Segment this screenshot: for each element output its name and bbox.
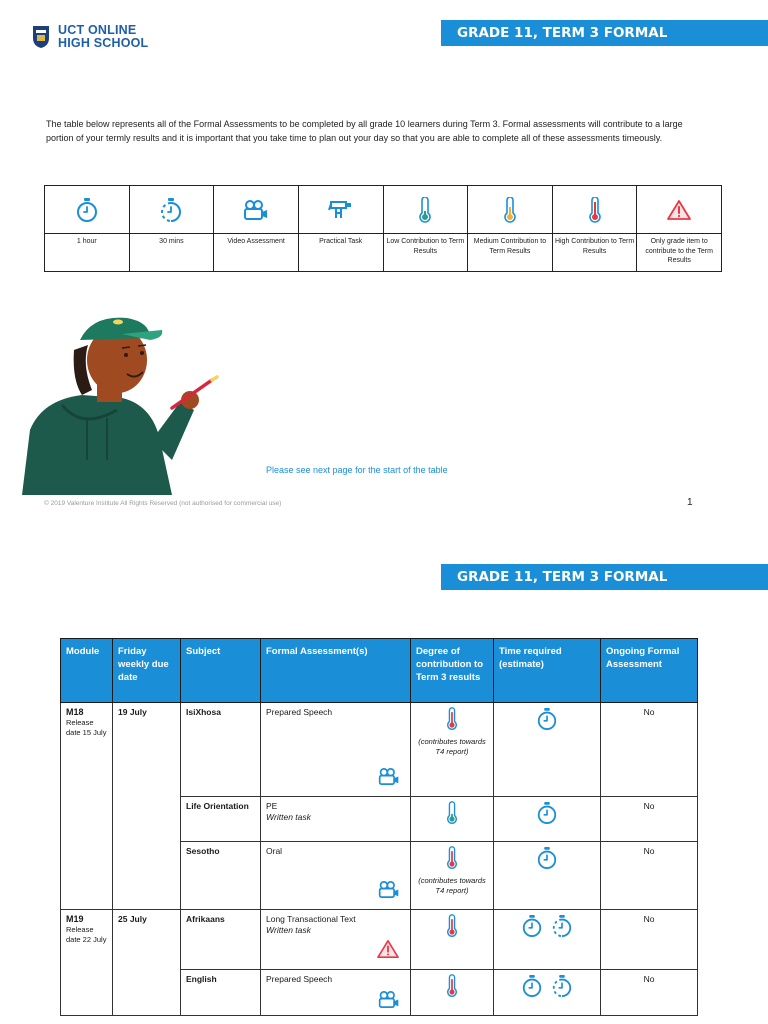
page-title-banner: GRADE 11, TERM 3 FORMAL ASSESSMENTS xyxy=(441,20,768,46)
next-page-note: Please see next page for the start of the table xyxy=(266,465,448,475)
ongoing-cell: No xyxy=(601,910,698,970)
time-cell xyxy=(494,703,601,797)
intro-paragraph: The table below represents all of the Formal Assessments to be completed by all grade 10 learners during Term 3. Formal assessments will contribute to a large portion of your termly results and it is important that you take time to plan out your day so that you are able to complete all of these assessments timeously. xyxy=(46,119,683,143)
time-cell xyxy=(494,970,601,1016)
assessment-subtitle: Written task xyxy=(266,925,311,935)
stopwatch-icon xyxy=(536,846,558,870)
assessment-title: Prepared Speech xyxy=(266,707,333,717)
legend-cell xyxy=(552,186,637,234)
contribution-cell xyxy=(411,910,494,970)
legend-cell xyxy=(214,186,299,234)
stopwatch-icon xyxy=(536,707,558,731)
legend-cell xyxy=(383,186,468,234)
subject: Afrikaans xyxy=(181,910,261,970)
legend-label: Low Contribution to Term Results xyxy=(383,234,468,272)
assessment-cell xyxy=(261,703,411,797)
stopwatch-icon xyxy=(75,197,99,223)
contribution-note: (contributes towards T4 report) xyxy=(418,876,486,895)
uct-shield-icon xyxy=(32,25,50,49)
module-code: M18 xyxy=(66,707,84,717)
warning-icon xyxy=(666,199,692,221)
time-cell xyxy=(494,842,601,910)
stopwatch-icon xyxy=(521,914,543,938)
practical-task-icon xyxy=(328,198,354,222)
legend-label: High Contribution to Term Results xyxy=(552,234,637,272)
thermometer-low-icon xyxy=(446,801,458,825)
header-formal-assessment: Formal Assessment(s) xyxy=(261,639,411,703)
half-stopwatch-icon xyxy=(159,197,183,223)
legend-cell xyxy=(129,186,214,234)
thermometer-low-icon xyxy=(418,197,432,223)
header-due-date: Friday weekly due date xyxy=(113,639,181,703)
half-stopwatch-icon xyxy=(551,974,573,998)
page-number: 1 xyxy=(687,497,693,508)
legend-label: Practical Task xyxy=(298,234,383,272)
thermometer-high-icon xyxy=(446,974,458,998)
legend-label: 30 mins xyxy=(129,234,214,272)
contribution-cell xyxy=(411,703,494,797)
thermometer-medium-icon xyxy=(503,197,517,223)
ongoing-cell: No xyxy=(601,842,698,910)
subject: English xyxy=(181,970,261,1016)
legend-cell xyxy=(468,186,553,234)
logo xyxy=(32,24,148,50)
legend-cell xyxy=(637,186,722,234)
header-module: Module xyxy=(61,639,113,703)
contribution-cell xyxy=(411,797,494,842)
contribution-cell xyxy=(411,970,494,1016)
assessment-subtitle: Written task xyxy=(266,812,311,822)
table-row xyxy=(61,703,698,797)
ongoing-cell: No xyxy=(601,703,698,797)
module-code: M19 xyxy=(66,914,84,924)
header-time-required: Time required (estimate) xyxy=(494,639,601,703)
thermometer-high-icon xyxy=(446,707,458,731)
video-camera-icon xyxy=(378,767,400,786)
icon-legend-table xyxy=(44,185,722,272)
stopwatch-icon xyxy=(536,801,558,825)
subject: Sesotho xyxy=(181,842,261,910)
legend-label: Only grade item to contribute to the Term Results xyxy=(637,234,722,272)
module-cell xyxy=(61,703,113,910)
assessment-cell xyxy=(261,842,411,910)
logo-line-2: HIGH SCHOOL xyxy=(58,36,149,50)
legend-label: Video Assessment xyxy=(214,234,299,272)
assessments-table xyxy=(60,638,698,1016)
time-cell xyxy=(494,910,601,970)
thermometer-high-icon xyxy=(446,846,458,870)
thermometer-high-icon xyxy=(588,197,602,223)
warning-icon xyxy=(376,939,400,959)
logo-line-1: UCT ONLINE xyxy=(58,23,137,37)
assessment-cell xyxy=(261,970,411,1016)
due-date: 25 July xyxy=(113,910,181,1016)
video-camera-icon xyxy=(378,990,400,1009)
assessment-cell xyxy=(261,797,411,842)
due-date: 19 July xyxy=(113,703,181,910)
student-illustration xyxy=(22,310,222,495)
module-release: Release date 22 July xyxy=(66,925,107,944)
thermometer-high-icon xyxy=(446,914,458,938)
legend-label: Medium Contribution to Term Results xyxy=(468,234,553,272)
assessment-title: PE xyxy=(266,801,278,811)
copyright-text: © 2019 Valenture Institute All Rights Reserved (not authorised for commercial use) xyxy=(44,500,282,507)
contribution-cell xyxy=(411,842,494,910)
legend-cell xyxy=(45,186,130,234)
table-row xyxy=(61,910,698,970)
contribution-note: (contributes towards T4 report) xyxy=(418,737,486,756)
header-contribution: Degree of contribution to Term 3 results xyxy=(411,639,494,703)
ongoing-cell: No xyxy=(601,970,698,1016)
legend-cell xyxy=(298,186,383,234)
time-cell xyxy=(494,797,601,842)
video-camera-icon xyxy=(243,199,269,221)
table-header-row xyxy=(61,639,698,703)
assessment-title: Prepared Speech xyxy=(266,974,333,984)
assessment-title: Oral xyxy=(266,846,283,856)
page-title-banner-2: GRADE 11, TERM 3 FORMAL ASSESSMENTS xyxy=(441,564,768,590)
header-subject: Subject xyxy=(181,639,261,703)
subject: Life Orientation xyxy=(181,797,261,842)
module-release: Release date 15 July xyxy=(66,718,107,737)
legend-label: 1 hour xyxy=(45,234,130,272)
stopwatch-icon xyxy=(521,974,543,998)
ongoing-cell: No xyxy=(601,797,698,842)
assessment-title: Long Transactional Text xyxy=(266,914,356,924)
subject: IsiXhosa xyxy=(181,703,261,797)
header-ongoing: Ongoing Formal Assessment xyxy=(601,639,698,703)
video-camera-icon xyxy=(378,880,400,899)
half-stopwatch-icon xyxy=(551,914,573,938)
module-cell xyxy=(61,910,113,1016)
assessment-cell xyxy=(261,910,411,970)
